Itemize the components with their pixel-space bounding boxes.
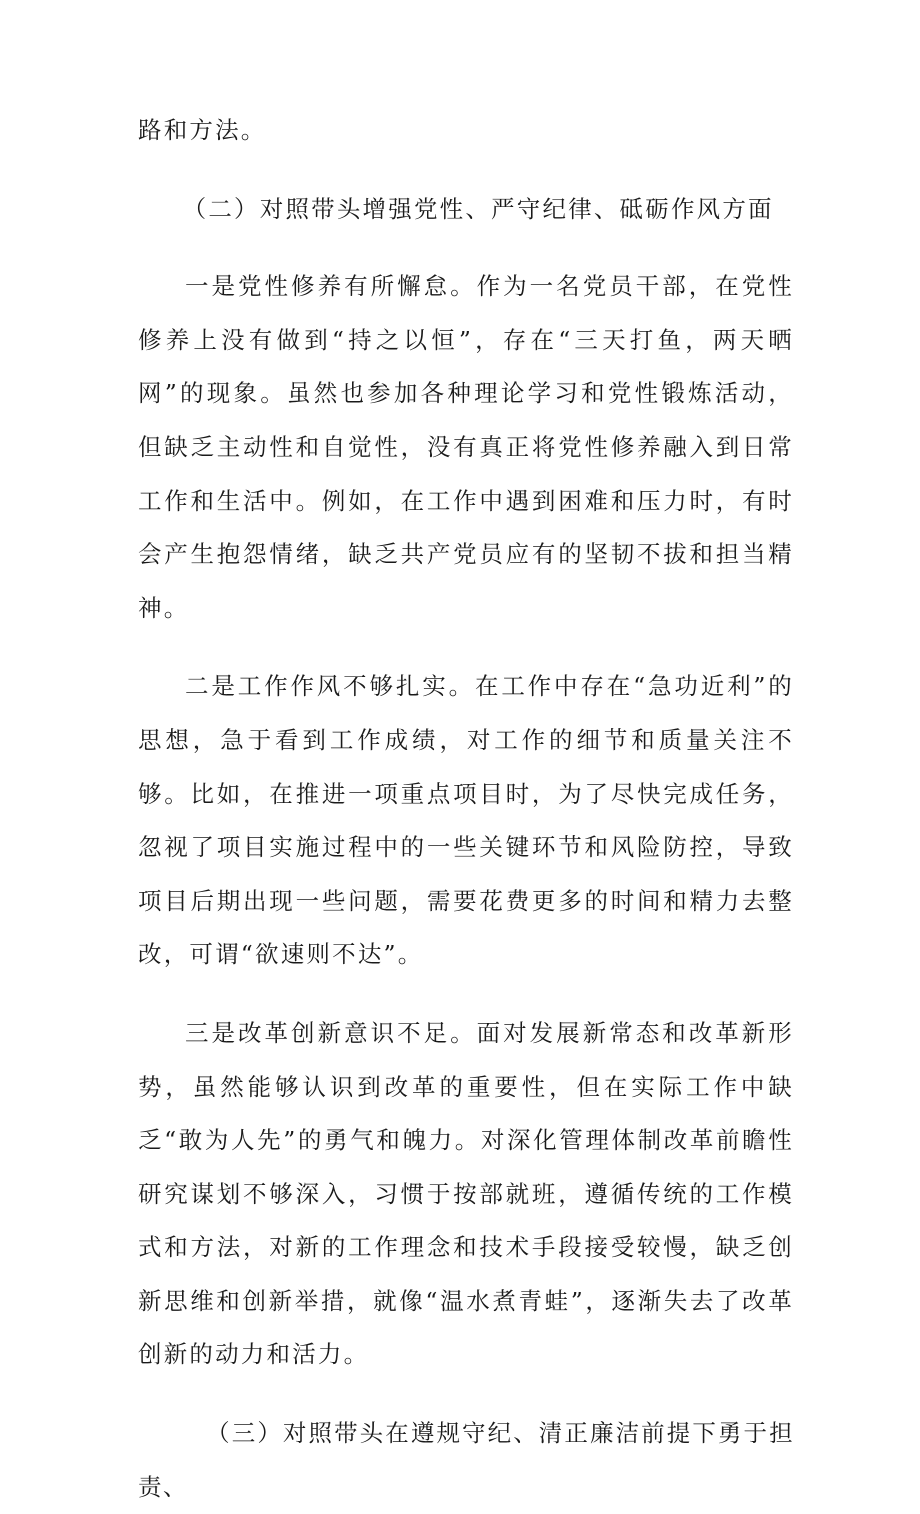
paragraph-continuation: 路和方法。 — [138, 116, 267, 144]
section-heading-2: （二）对照带头增强党性、严守纪律、砥砺作风方面 — [182, 194, 774, 223]
paragraph-reform-innovation: 三是改革创新意识不足。面对发展新常态和改革新形势，虽然能够认识到改革的重要性，但在实际工作中缺乏“敢为人先”的勇气和魄力。对深化管理体制改革前瞻性研究谋划不够深入，习惯于按部就班，遵循传统的工作模式和方法，对新的工作理念和技术手段接受较慢，缺乏创新思维和创新举措，就像“温水煮青蛙”，逐渐失去了改革创新的动力和活力。 — [138, 1018, 794, 1369]
paragraph-party-spirit: 一是党性修养有所懈怠。作为一名党员干部，在党性修养上没有做到“持之以恒”，存在“三天打鱼，两天晒网”的现象。虽然也参加各种理论学习和党性锻炼活动，但缺乏主动性和自觉性，没有真正将党性修养融入到日常工作和生活中。例如，在工作中遇到困难和压力时，有时会产生抱怨情绪，缺乏共产党员应有的坚韧不拔和担当精神。 — [138, 272, 794, 622]
section-heading-3: （三）对照带头在遵规守纪、清正廉洁前提下勇于担责、 — [138, 1419, 794, 1501]
paragraph-work-style: 二是工作作风不够扎实。在工作中存在“急功近利”的思想，急于看到工作成绩，对工作的细节和质量关注不够。比如，在推进一项重点项目时，为了尽快完成任务，忽视了项目实施过程中的一些关键环节和风险防控，导致项目后期出现一些问题，需要花费更多的时间和精力去整改，可谓“欲速则不达”。 — [138, 672, 794, 969]
